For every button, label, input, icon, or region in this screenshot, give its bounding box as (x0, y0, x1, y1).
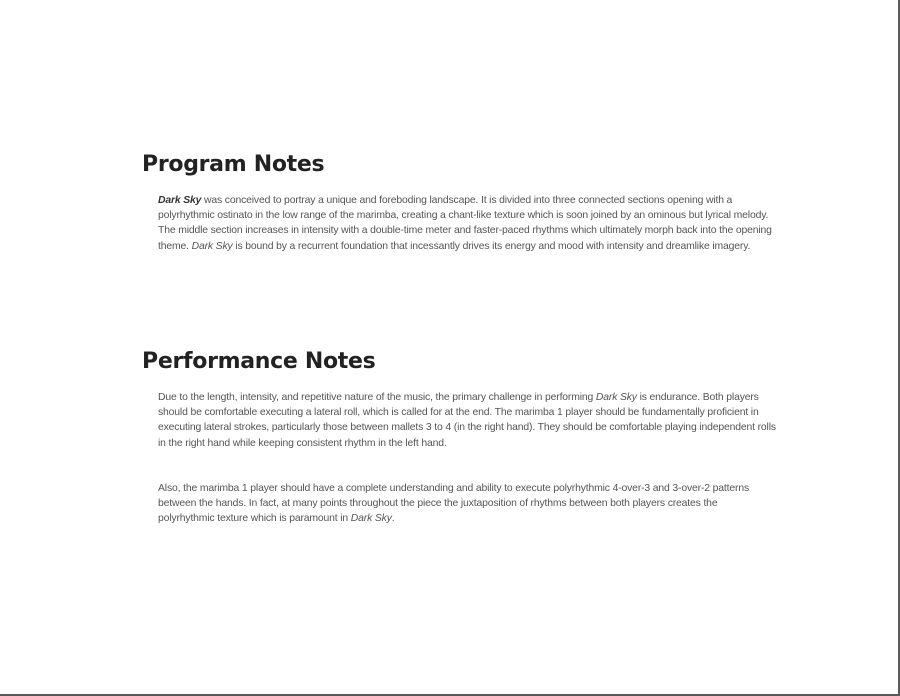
piece-title-emphasis: Dark Sky (158, 195, 202, 206)
performance-para1-text-2: is endurance. Both players should be comfortable executing a lateral roll, which is called for at the end. The marimba 1 player should be fundamentally proficient in executing lateral strokes, particularly those between mallets 3 to 4 (in the right hand). They should be comfortable playing independent rolls in the right hand while keeping consistent rhythm in the left hand. (158, 392, 776, 449)
program-notes-heading: Program Notes (142, 152, 325, 177)
performance-para2-text-2: . (391, 513, 395, 525)
piece-title-reference: Dark Sky (350, 513, 392, 525)
performance-notes-paragraph-1 (158, 390, 776, 451)
program-notes-text-2: is bound by a recurrent foundation that incessantly drives its energy and mood with intensity and dreamlike imagery. (232, 240, 751, 252)
performance-para2-text-1: Also, the marimba 1 player should have a complete understanding and ability to execute polyrhythmic 4-over-3 and 3-over-2 patterns between the hands. In fact, at many points throughout the piece the juxtaposition of rhythms between both players creates the polyrhythmic texture which is paramount in (158, 483, 749, 525)
program-notes-paragraph (158, 193, 776, 254)
program-notes-text-1: was conceived to portray a unique and foreboding landscape. It is divided into three connected sections opening with a polyrhythmic ostinato in the low range of the marimba, creating a chant-like texture which is soon joined by an ominous but lyrical melody. The middle section increases in intensity with a double-time meter and faster-paced rhythms which ultimately morph back into the opening theme. (158, 195, 772, 252)
piece-title-reference: Dark Sky (191, 240, 233, 252)
piece-title-reference: Dark Sky (595, 392, 637, 403)
performance-para1-text-1: Due to the length, intensity, and repetitive nature of the music, the primary challenge in performing (158, 392, 596, 403)
performance-notes-paragraph-2 (158, 481, 776, 527)
performance-notes-heading: Performance Notes (142, 349, 376, 374)
